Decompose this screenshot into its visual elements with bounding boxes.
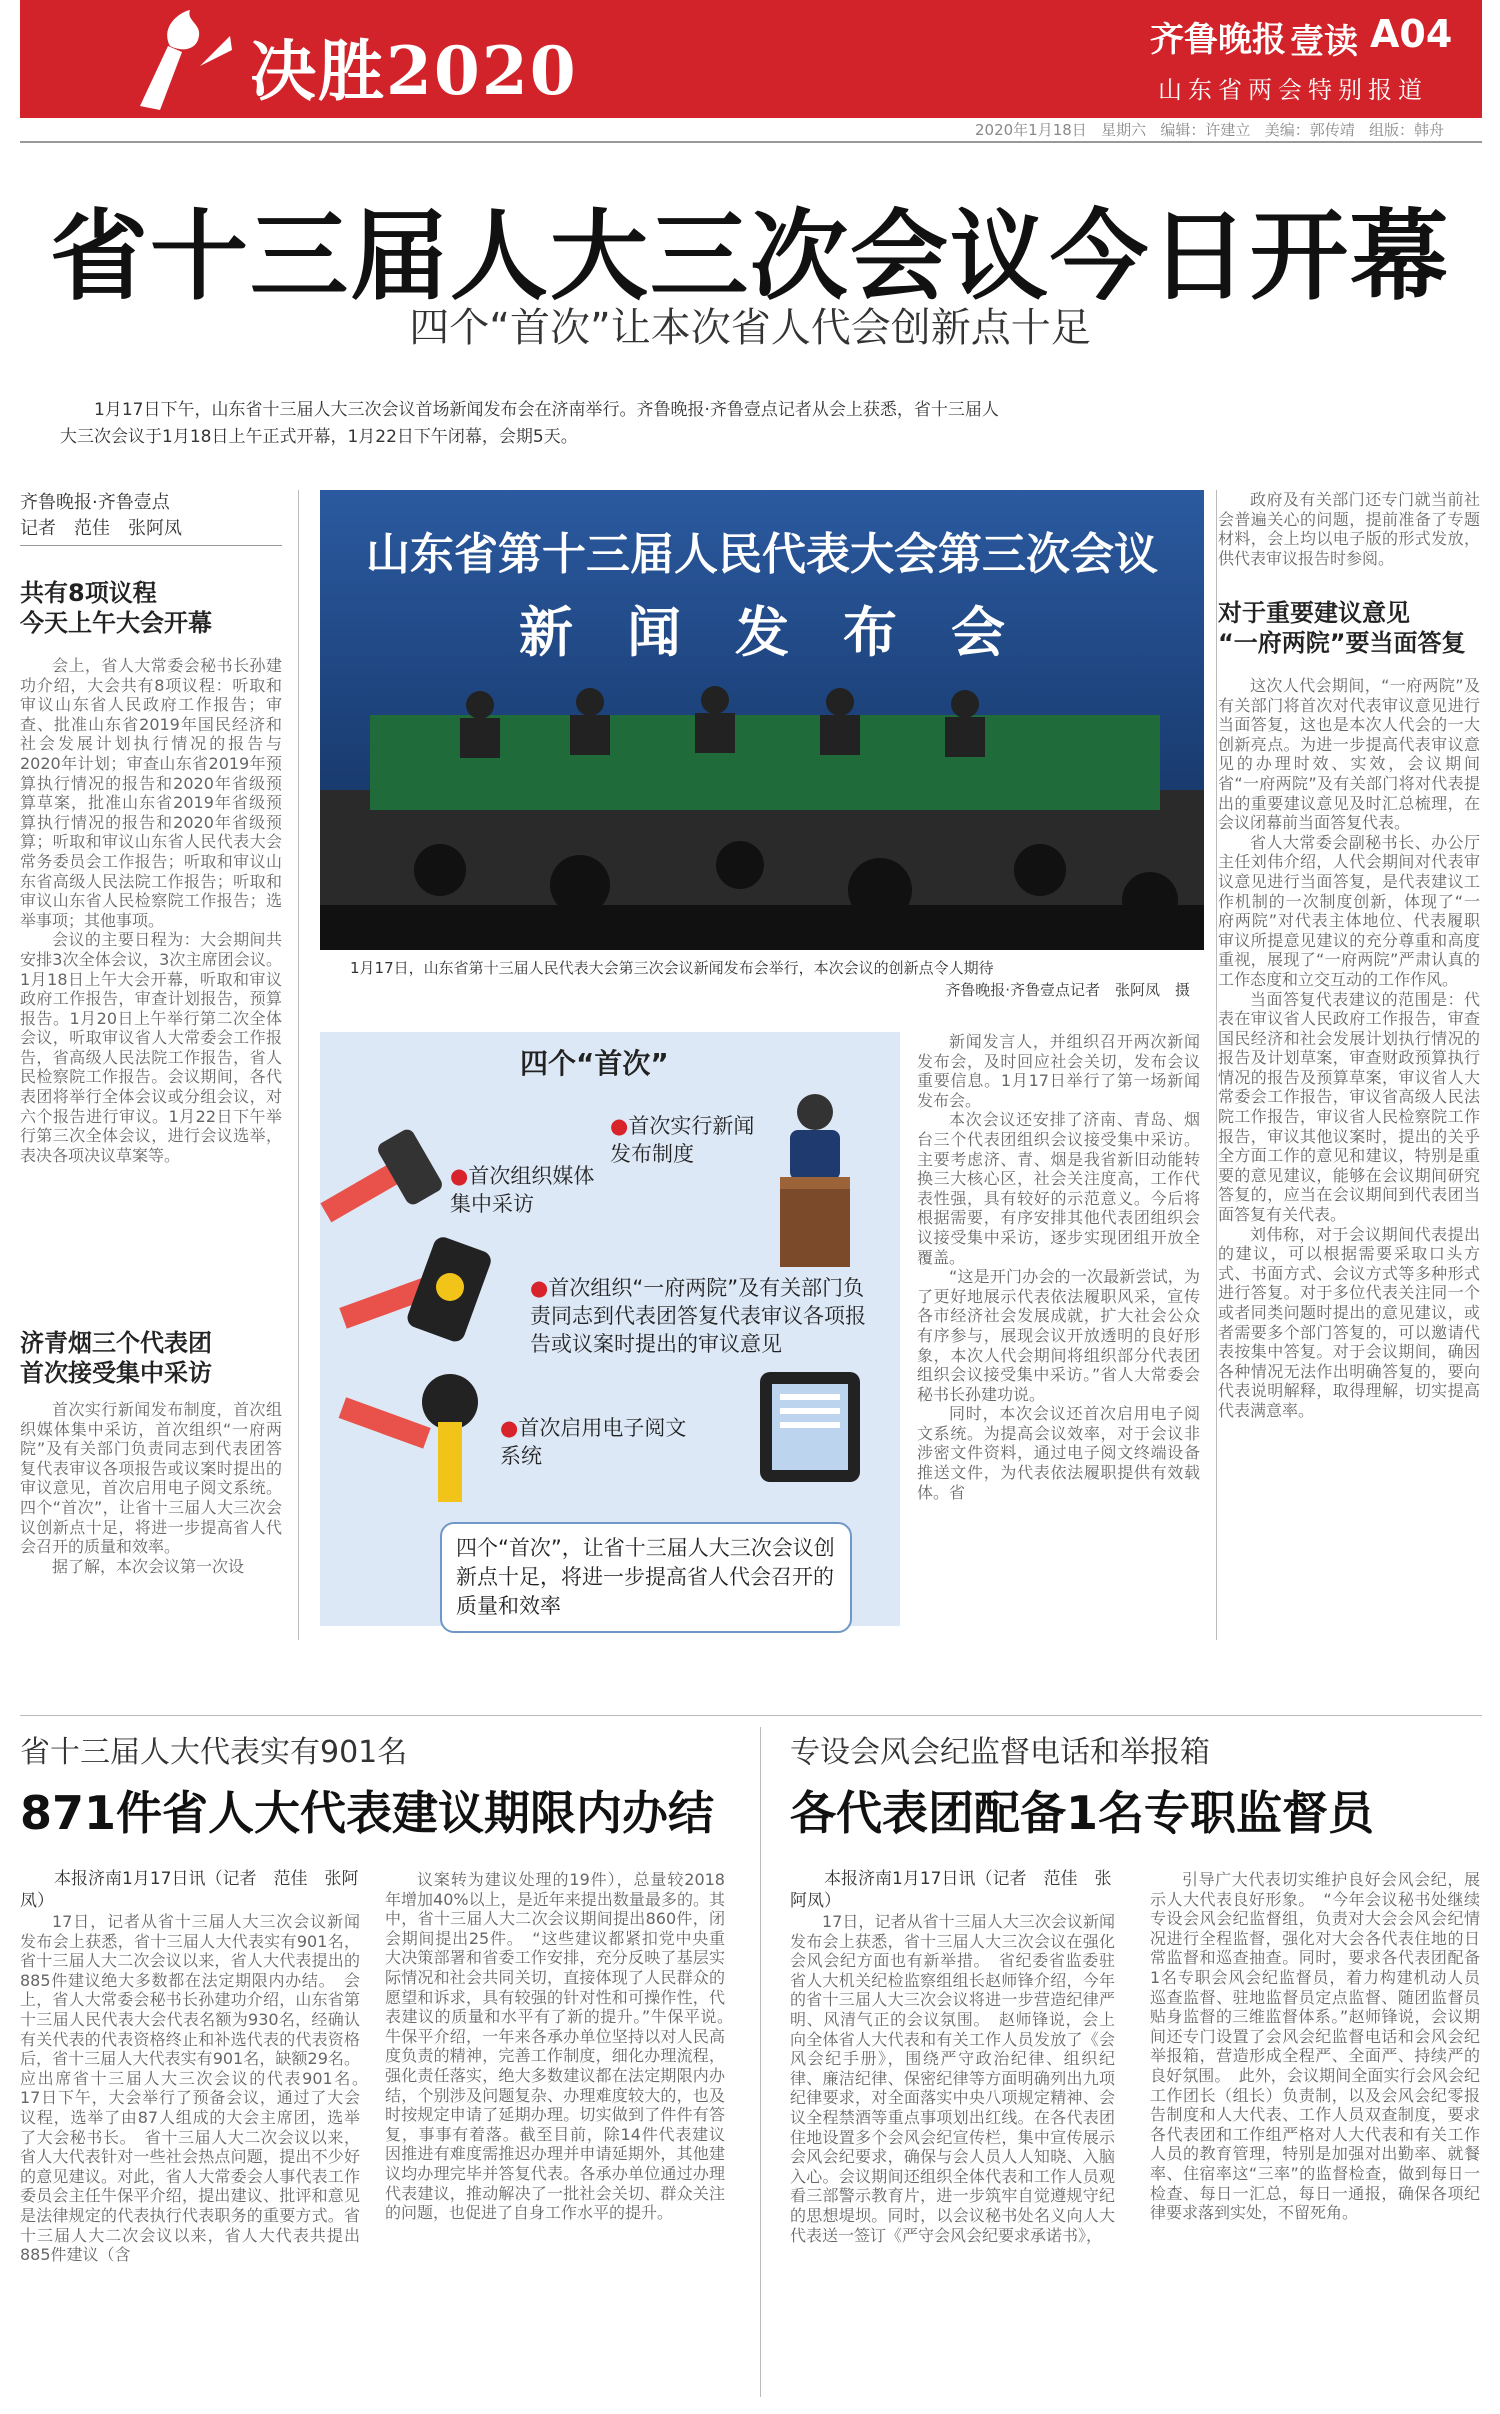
article-column	[20, 1400, 282, 1638]
page-headline: 省十三届人大三次会议今日开幕	[49, 200, 1450, 314]
article-headline: 871件省人大代表建议期限内办结	[20, 1786, 715, 1840]
press-conference-photo	[320, 490, 1204, 950]
photo-screen-title: 山东省第十三届人民代表大会第三次会议	[366, 529, 1158, 580]
paragraph: 刘伟称，对于会议期间代表提出的建议，可以根据需要采取口头方式、书面方式、会议方式等多种形式进行答复。对于多位代表关注同一个或者同类问题时提出的意见建议，或者需要多个部门答复的，可以邀请代表按集中答复。对于会议期间，确因各种情况无法作出明确答复的，要向代表说明解释，取得理解，切实提高代表满意率。	[1218, 1224, 1480, 1420]
tablet-icon	[750, 1372, 880, 1492]
paragraph: 会议的主要日程为：大会期间共安排3次全体会议，3次主席团会议。1月18日上午大会开幕，听取和审议政府工作报告，审查计划报告，预算报告。1月20日上午举行第二次全体会议，听取审议省人大常委会工作报告，省高级人民法院工作报告，省人民检察院工作报告。会议期间，各代表团将举行全体会议或分组会议，对六个报告进行审议。1月22日下午举行第三次全体会议，进行会议选举，表决各项决议草案等。	[20, 930, 282, 1165]
infographic-item-1: ●首次实行新闻发布制度	[610, 1114, 755, 1166]
paragraph: 会上，省人大常委会秘书长孙建功介绍，大会共有8项议程：听取和审议山东省人民政府工作报告；审查、批准山东省2019年国民经济和社会发展计划执行情况的报告与2020年计划；审查山东省2019年预算执行情况的报告和2020年省级预算草案，批准山东省2019年省级预算执行情况的报告和2020年省级预算；听取和审议山东省人民代表大会常务委员会工作报告；听取和审议山东省高级人民法院工作报告；听取和审议山东省人民检察院工作报告；选举事项；其他事项。	[20, 656, 282, 930]
article-column	[20, 1912, 377, 2392]
lead-paragraph: 1月17日下午，山东省十三届人大三次会议首场新闻发布会在济南举行。齐鲁晚报·齐鲁壹点记者从会上获悉，省十三届人大三次会议于1月18日上午正式开幕，1月22日下午闭幕，会期5天。	[60, 400, 999, 447]
page-number: A04	[1370, 12, 1453, 56]
section-heading-line: 济青烟三个代表团	[20, 1329, 212, 1357]
byline-outlet: 齐鲁晚报·齐鲁壹点	[20, 492, 170, 513]
article-kicker: 省十三届人大代表实有901名	[20, 1735, 408, 1770]
infographic-panel	[320, 1032, 900, 1626]
microphone-icon	[340, 1362, 490, 1512]
article-headline: 各代表团配备1名专职监督员	[790, 1786, 1375, 1840]
section-heading	[1218, 598, 1480, 658]
masthead-title: 决胜2020	[250, 32, 578, 110]
paragraph: 政府及有关部门还专门就当前社会普遍关心的问题，提前准备了专题材料，会上均以电子版的形式发放，供代表审议报告时参阅。	[1218, 490, 1480, 568]
photo-credit: 齐鲁晚报·齐鲁壹点记者 张阿凤 摄	[945, 981, 1190, 999]
section-heading-line: 首次接受集中采访	[20, 1359, 212, 1387]
section-heading-line: 对于重要建议意见	[1218, 599, 1410, 627]
divider	[20, 545, 282, 546]
divider	[20, 141, 1482, 143]
paragraph: 这次人代会期间，“一府两院”及有关部门将首次对代表审议意见进行当面答复，这也是本次人代会的一大创新亮点。为进一步提高代表审议意见的办理时效、实效，会议期间省“一府两院”及有关部门将对代表提出的重要建议意见及时汇总梳理，在会议闭幕前当面答复代表。	[1218, 676, 1480, 833]
infographic-item-3: ●首次组织“一府两院”及有关部门负责同志到代表团答复代表审议各项报告或议案时提出的审议意见	[530, 1276, 866, 1356]
article-column	[790, 1912, 1115, 2392]
podium-speaker-icon	[760, 1082, 870, 1272]
page-subheadline: 四个“首次”让本次省人代会创新点十足	[409, 305, 1091, 351]
column-divider	[1216, 490, 1217, 1640]
byline-reporters: 记者 范佳 张阿凤	[20, 518, 182, 539]
dateline: 2020年1月18日 星期六 编辑：许建立 美编：郭传靖 组版：韩舟	[975, 121, 1445, 139]
paragraph: 17日，记者从省十三届人大三次会议新闻发布会上获悉，省十三届人大代表实有901名，省十三届人大二次会议以来，省人大代表提出的885件建议绝大多数都在法定期限内办结。 会上，省人大常委会秘书长孙建功介绍，山东省第十三届人民代表大会代表名额为930名，经确认有关代表的代表资格终止和补选代表的代表资格后，省十三届人大代表实有901名，缺额29名。应出席省十三届人大三次会议的代表901名。 17日下午，大会举行了预备会议，通过了大会议程，选举了由87人组成的大会主席团，选举了大会秘书长。 省十三届人大二次会议以来，省人大代表针对一些社会热点问题，提出不少好的意见建议。对此，省人大常委会人事代表工作委员会主任牛保平介绍，提出建议、批评和意见是法律规定的代表执行代表职务的重要方式。省十三届人大二次会议以来，省人大代表共提出885件建议（含	[20, 1912, 377, 2265]
paragraph: 据了解，本次会议第一次设	[52, 1556, 245, 1576]
section-heading	[20, 578, 282, 638]
newspaper-name: 齐鲁晚报	[1150, 20, 1286, 60]
section-heading-line: “一府两院”要当面答复	[1218, 629, 1466, 657]
article-column	[1150, 1870, 1480, 2392]
paragraph: 省人大常委会副秘书长、办公厅主任刘伟介绍，人代会期间对代表审议意见进行当面答复，是代表建议工作机制的一次制度创新，体现了“一府两院”对代表主体地位、代表履职审议所提意见建议的充分尊重和高度重视，展现了“一府两院”严肃认真的工作态度和立交互动的工作作风。	[1218, 832, 1480, 989]
paragraph: 引导广大代表切实维护良好会风会纪，展示人大代表良好形象。 “今年会议秘书处继续专设会风会纪监督组，负责对大会会风会纪情况进行全程监督，强化对大会各代表住地的日常监督和巡查抽查。同时，要求各代表团配备1名专职会风会纪监督员，着力构建机动人员巡查监督、驻地监督员定点监督、随团监督员贴身监督的三维监督体系。”赵师锋说，会议期间还专门设置了会风会纪监督电话和会风会纪举报箱，营造形成全程严、全面严、持续严的良好氛围。 此外，会议期间全面实行会风会纪工作团长（组长）负责制，以及会风会纪零报告制度和人大代表、工作人员双查制度，要求各代表团和工作组严格对人大代表和有关工作人员的教育管理，特别是加强对出勤率、就餐率、住宿率这“三率”的监督检查，做到每日一检查、每日一汇总，每日一通报，确保各项纪律要求落到实处，不留死角。	[1150, 1870, 1480, 2223]
paragraph: 17日，记者从省十三届人大三次会议新闻发布会上获悉，省十三届人大三次会议在强化会风会纪方面也有新举措。 省纪委省监委驻省人大机关纪检监察组组长赵师锋介绍，今年的省十三届人大三次会议将进一步营造纪律严明、风清气正的会议氛围。 赵师锋说，会上向全体省人大代表和有关工作人员发放了《会风会纪手册》，围绕严守政治纪律、组织纪律、廉洁纪律、保密纪律等方面明确列出九项纪律要求，对全面落实中央八项规定精神、会议全程禁酒等重点事项划出红线。在各代表团住地设置多个会风会纪宣传栏，集中宣传展示会风会纪要求，确保与会人员人人知晓、入脑入心。会议期间还组织全体代表和工作人员观看三部警示教育片，进一步筑牢自觉遵规守纪的思想堤坝。同时，以会议秘书处名义向人大代表送一签订《严守会风会纪要求承诺书》，	[790, 1912, 1115, 2245]
microphone-icon	[320, 1122, 460, 1232]
infographic-title: 四个“首次”	[520, 1047, 669, 1080]
article-column	[385, 1870, 742, 2392]
masthead-subtitle: 山东省两会特别报道	[1158, 76, 1428, 104]
article-column	[20, 656, 282, 1326]
article-kicker: 专设会风会纪监督电话和举报箱	[790, 1735, 1210, 1770]
column-divider	[760, 1727, 761, 2397]
torch-logo-icon	[120, 6, 240, 114]
paragraph: 议案转为建议处理的19件），总量较2018年增加40%以上，是近年来提出数量最多的。其中，省十三届人大二次会议期间提出860件，闭会期间提出25件。 “这些建议都紧扣党中央重大决策部署和省委工作安排，充分反映了基层实际情况和社会共同关切，直接体现了人民群众的愿望和诉求，具有较强的针对性和可操作性，代表建议的质量和水平有了新的提升。”牛保平说。 牛保平介绍，一年来各承办单位坚持以对人民高度负责的精神，完善工作制度，细化办理流程，强化责任落实，绝大多数建议都在法定期限内办结，个别涉及问题复杂、办理难度较大的，也及时按规定申请了延期办理。切实做到了件件有答复，事事有着落。截至目前，除14件代表建议因推进有难度需推迟办理并申请延期外，其他建议均办理完毕并答复代表。各承办单位通过办理代表建议，推动解决了一批社会关切、群众关注的问题，也促进了自身工作水平的提升。	[385, 1870, 742, 2223]
infographic-item-2: ●首次组织媒体集中采访	[450, 1164, 595, 1216]
smartphone-icon	[340, 1232, 520, 1342]
column-divider	[298, 490, 299, 1640]
byline	[20, 490, 280, 542]
paragraph: 同时，本次会议还首次启用电子阅文系统。为提高会议效率，对于会议非涉密文件资料，通过电子阅文终端设备推送文件，为代表依法履职提供有效载体。省	[917, 1404, 1200, 1502]
article-column	[1218, 490, 1480, 586]
caption-text: 1月17日，山东省第十三届人民代表大会第三次会议新闻发布会举行，本次会议的创新点令人期待	[350, 959, 994, 977]
infographic-summary: 四个“首次”，让省十三届人大三次会议创新点十足，将进一步提高省人代会召开的质量和效率	[440, 1522, 852, 1633]
infographic-item-4: ●首次启用电子阅文系统	[500, 1416, 687, 1468]
photo-caption	[350, 957, 1190, 1001]
photo-screen-subtitle: 新 闻 发 布 会	[519, 600, 1005, 664]
article-column	[917, 1032, 1200, 1638]
divider	[20, 1715, 1482, 1716]
paragraph: 新闻发言人，并组织召开两次新闻发布会，及时回应社会关切，发布会议重要信息。1月17日举行了第一场新闻发布会。	[917, 1032, 1200, 1110]
article-column	[1218, 676, 1480, 1638]
section-heading-line: 今天上午大会开幕	[20, 609, 212, 637]
section-name: 壹读	[1290, 22, 1358, 62]
section-heading	[20, 1328, 282, 1388]
paragraph: “这是开门办会的一次最新尝试，为了更好地展示代表依法履职风采，宣传各市经济社会发展成就，扩大社会公众有序参与，展现会议开放透明的良好形象，本次人代会期间将组织部分代表团组织会议接受集中采访。”省人大常委会秘书长孙建功说。	[917, 1267, 1200, 1404]
section-heading-line: 共有8项议程	[20, 579, 157, 607]
paragraph: 本次会议还安排了济南、青岛、烟台三个代表团组织会议接受集中采访。主要考虑济、青、烟是我省新旧动能转换三大核心区，社会关注度高，工作代表性强，具有较好的示范意义。今后将根据需要，有序安排其他代表团组织会议接受集中采访，逐步实现团组开放全覆盖。	[917, 1110, 1200, 1267]
article-dateline: 本报济南1月17日讯（记者 范佳 张阿凤）	[790, 1869, 1112, 1911]
paragraph: 当面答复代表建议的范围是：代表在审议省人民政府工作报告，审查国民经济和社会发展计划执行情况的报告及计划草案，审查财政预算执行情况的报告及预算草案，审议省人大常委会工作报告，审议省高级人民法院工作报告，审议省人民检察院工作报告，审议其他议案时，提出的关乎全方面工作的意见和建议，特别是重要的意见建议，能够在会议期间研究答复的，应当在会议期间到代表团当面答复有关代表。	[1218, 989, 1480, 1225]
paragraph: 首次实行新闻发布制度，首次组织媒体集中采访，首次组织“一府两院”及有关部门负责同志到代表团答复代表审议各项报告或议案时提出的审议意见，首次启用电子阅文系统。四个“首次”，让省十三届人大三次会议创新点十足，将进一步提高省人代会召开的质量和效率。	[20, 1400, 282, 1557]
article-dateline: 本报济南1月17日讯（记者 范佳 张阿凤）	[20, 1869, 359, 1911]
